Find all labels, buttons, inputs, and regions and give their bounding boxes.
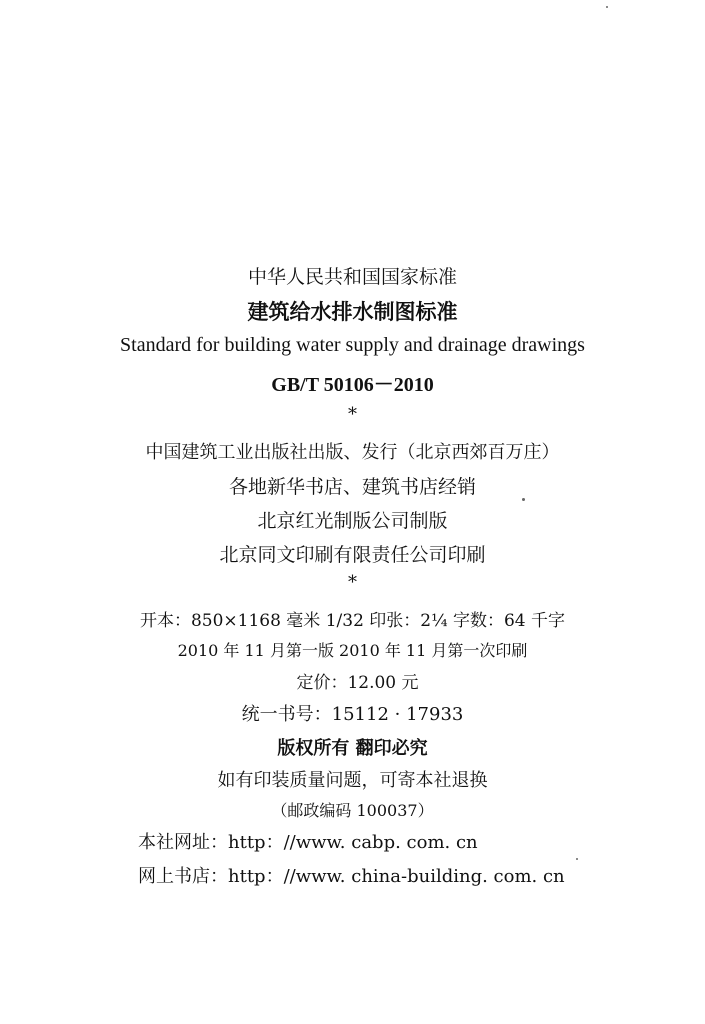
title-english: Standard for building water supply and drainage drawings — [120, 334, 585, 356]
title-chinese: 建筑给水排水制图标准 — [247, 299, 458, 324]
printer-line: 北京同文印刷有限责任公司印刷 — [219, 544, 486, 566]
publisher-website: 本社网址：http：//www. cabp. com. cn — [138, 832, 478, 853]
standard-series: 中华人民共和国国家标准 — [247, 266, 457, 288]
publisher-line: 中国建筑工业出版社出版、发行（北京西郊百万庄） — [145, 442, 560, 463]
separator-star-2: * — [348, 572, 357, 593]
online-bookstore: 网上书店：http：//www. china-building. com. cn — [138, 866, 565, 887]
price: 定价：12.00 元 — [296, 673, 419, 693]
scan-speck — [606, 6, 608, 8]
postcode: （邮政编码 100037） — [271, 801, 434, 820]
scan-speck — [522, 498, 525, 501]
copyright-notice: 版权所有 翻印必究 — [277, 738, 428, 759]
book-number: 统一书号：15112 · 17933 — [241, 704, 464, 725]
separator-star-1: * — [348, 404, 357, 425]
edition-info: 2010 年 11 月第一版 2010 年 11 月第一次印刷 — [177, 641, 528, 660]
distributor-line: 各地新华书店、建筑书店经销 — [228, 476, 476, 498]
return-notice: 如有印装质量问题，可寄本社退换 — [217, 770, 488, 791]
plate-maker-line: 北京红光制版公司制版 — [257, 510, 448, 532]
scan-speck — [576, 858, 578, 860]
standard-code: GB/T 50106－2010 — [271, 374, 434, 396]
format-specs: 开本：850×1168 毫米 1/32 印张：2¼ 字数：64 千字 — [139, 611, 566, 631]
